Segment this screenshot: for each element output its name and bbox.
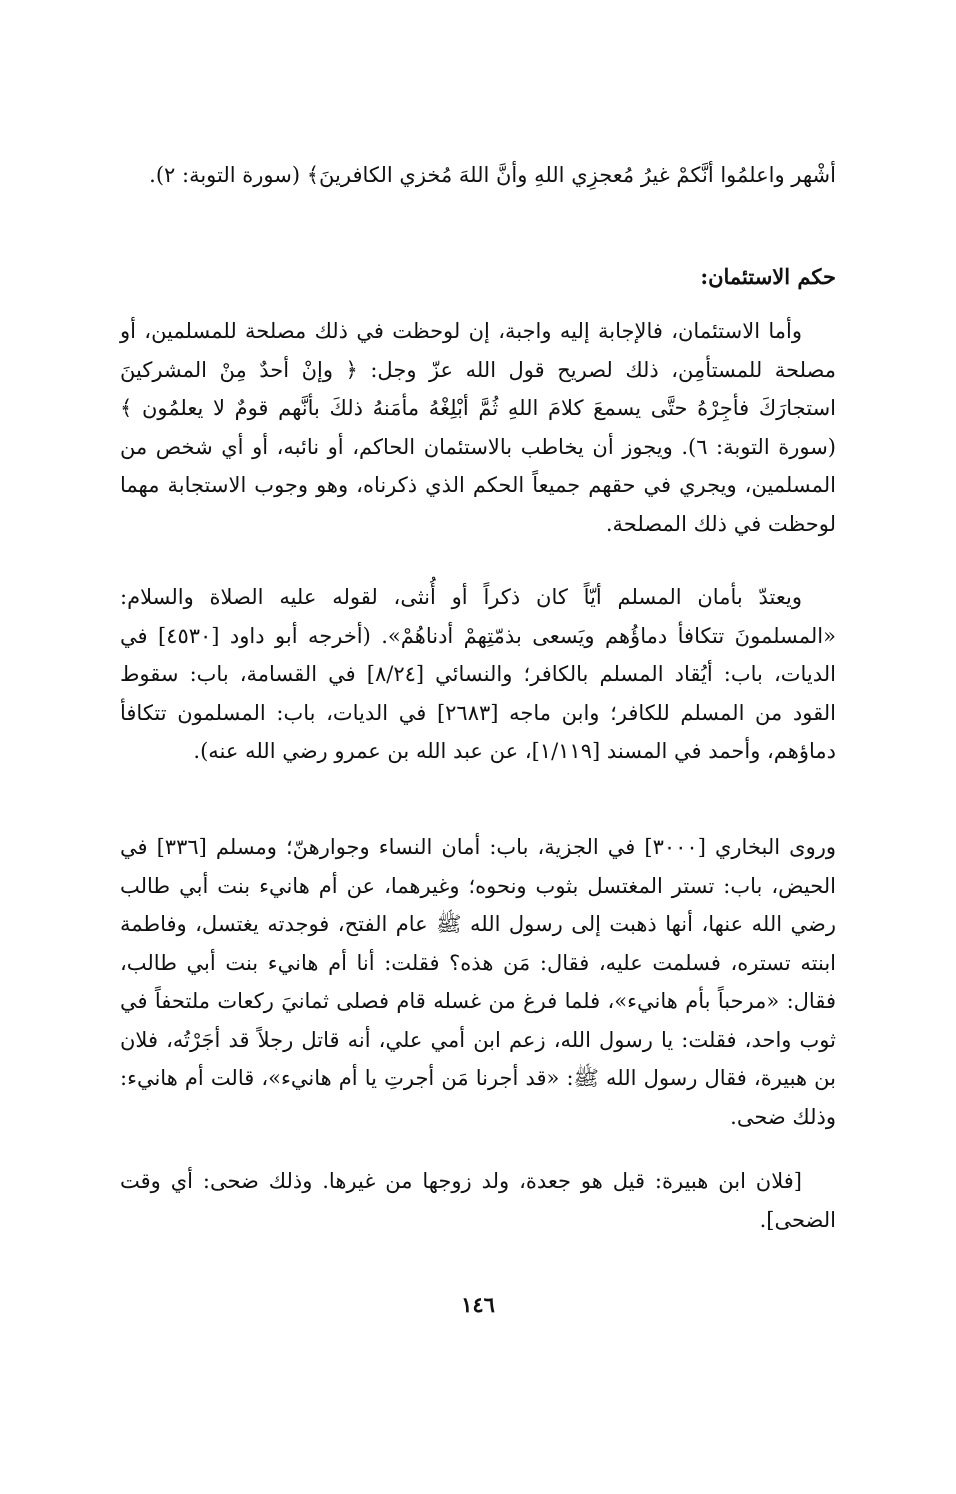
section-heading <box>120 258 836 297</box>
bukhari-narration-paragraph: وروى البخاري [٣٠٠٠] في الجزية، باب: أمان النساء وجوارهنّ؛ ومسلم [٣٣٦] في الحيض، باب: تستر المغتسل بثوب ونحوه؛ وغيرهما، عن أم هانيء بنت أبي طالب رضي الله عنها، أنها ذهبت إلى رسول الله ﷺ عام الفتح، فوجدته يغتسل، وفاطمة ابنته تستره، فسلمت عليه، فقال: مَن هذه؟ فقلت: أنا أم هانيء بنت أبي طالب، فقال: «مرحباً بأم هانيء»، فلما فرغ من غسله قام فصلى ثمانيَ ركعات ملتحفاً في ثوب واحد، فقلت: يا رسول الله، زعم ابن أمي علي، أنه قاتل رجلاً قد أجَرْتُه، فلان بن هبيرة، فقال رسول الله ﷺ: «قد أجرنا مَن أجرتِ يا أم هانيء»، قالت أم هانيء: وذلك ضحى. <box>120 835 836 1129</box>
page-number: ١٤٦ <box>461 1292 495 1317</box>
section-heading-text: حكم الاستئمان: <box>700 264 836 289</box>
istiman-ruling-block <box>120 312 836 543</box>
muslim-protection-paragraph: ويعتدّ بأمان المسلم أيّاً كان ذكراً أو أُنثى، لقوله عليه الصلاة والسلام: «المسلمونَ تتكافأ دماؤُهم ويَسعى بذمّتِهمْ أدناهُمْ». (أخرجه أبو داود [٤٥٣٠] في الديات، باب: أيُقاد المسلم بالكافر؛ والنسائي [٨/٢٤] في القسامة، باب: سقوط القود من المسلم للكافر؛ وابن ماجه [٢٦٨٣] في الديات، باب: المسلمون تتكافأ دماؤهم، وأحمد في المسند [١/١١٩]، عن عبد الله بن عمرو رضي الله عنه). <box>120 585 836 763</box>
explanatory-note-paragraph: [فلان ابن هبيرة: قيل هو جعدة، ولد زوجها من غيرها. وذلك ضحى: أي وقت الضحى]. <box>120 1169 836 1232</box>
explanatory-note-block <box>120 1162 836 1239</box>
verse-continuation-block <box>120 156 836 195</box>
bukhari-narration-block <box>120 828 836 1136</box>
istiman-ruling-paragraph: وأما الاستئمان، فالإجابة إليه واجبة، إن لوحظت في ذلك مصلحة للمسلمين، أو مصلحة للمستأمِن، ذلك لصريح قول الله عزّ وجل: ﴿ وإنْ أحدٌ مِنْ المشركينَ استجارَكَ فأجِرْهُ حتَّى يسمعَ كلامَ اللهِ ثُمَّ أبْلِغْهُ مأمَنهُ ذلكَ بأنَّهم قومٌ لا يعلمُون ﴾ (سورة التوبة: ٦). ويجوز أن يخاطب بالاستئمان الحاكم، أو نائبه، أو أي شخص من المسلمين، ويجري في حقهم جميعاً الحكم الذي ذكرناه، وهو وجوب الاستجابة مهما لوحظت في ذلك المصلحة. <box>120 319 836 536</box>
muslim-protection-block <box>120 578 836 771</box>
verse-continuation-paragraph: أشْهر واعلمُوا أنَّكمْ غيرُ مُعجزِي اللهِ وأنَّ اللهَ مُخزي الكافرينَ﴾ (سورة التوبة: ٢). <box>149 163 836 187</box>
